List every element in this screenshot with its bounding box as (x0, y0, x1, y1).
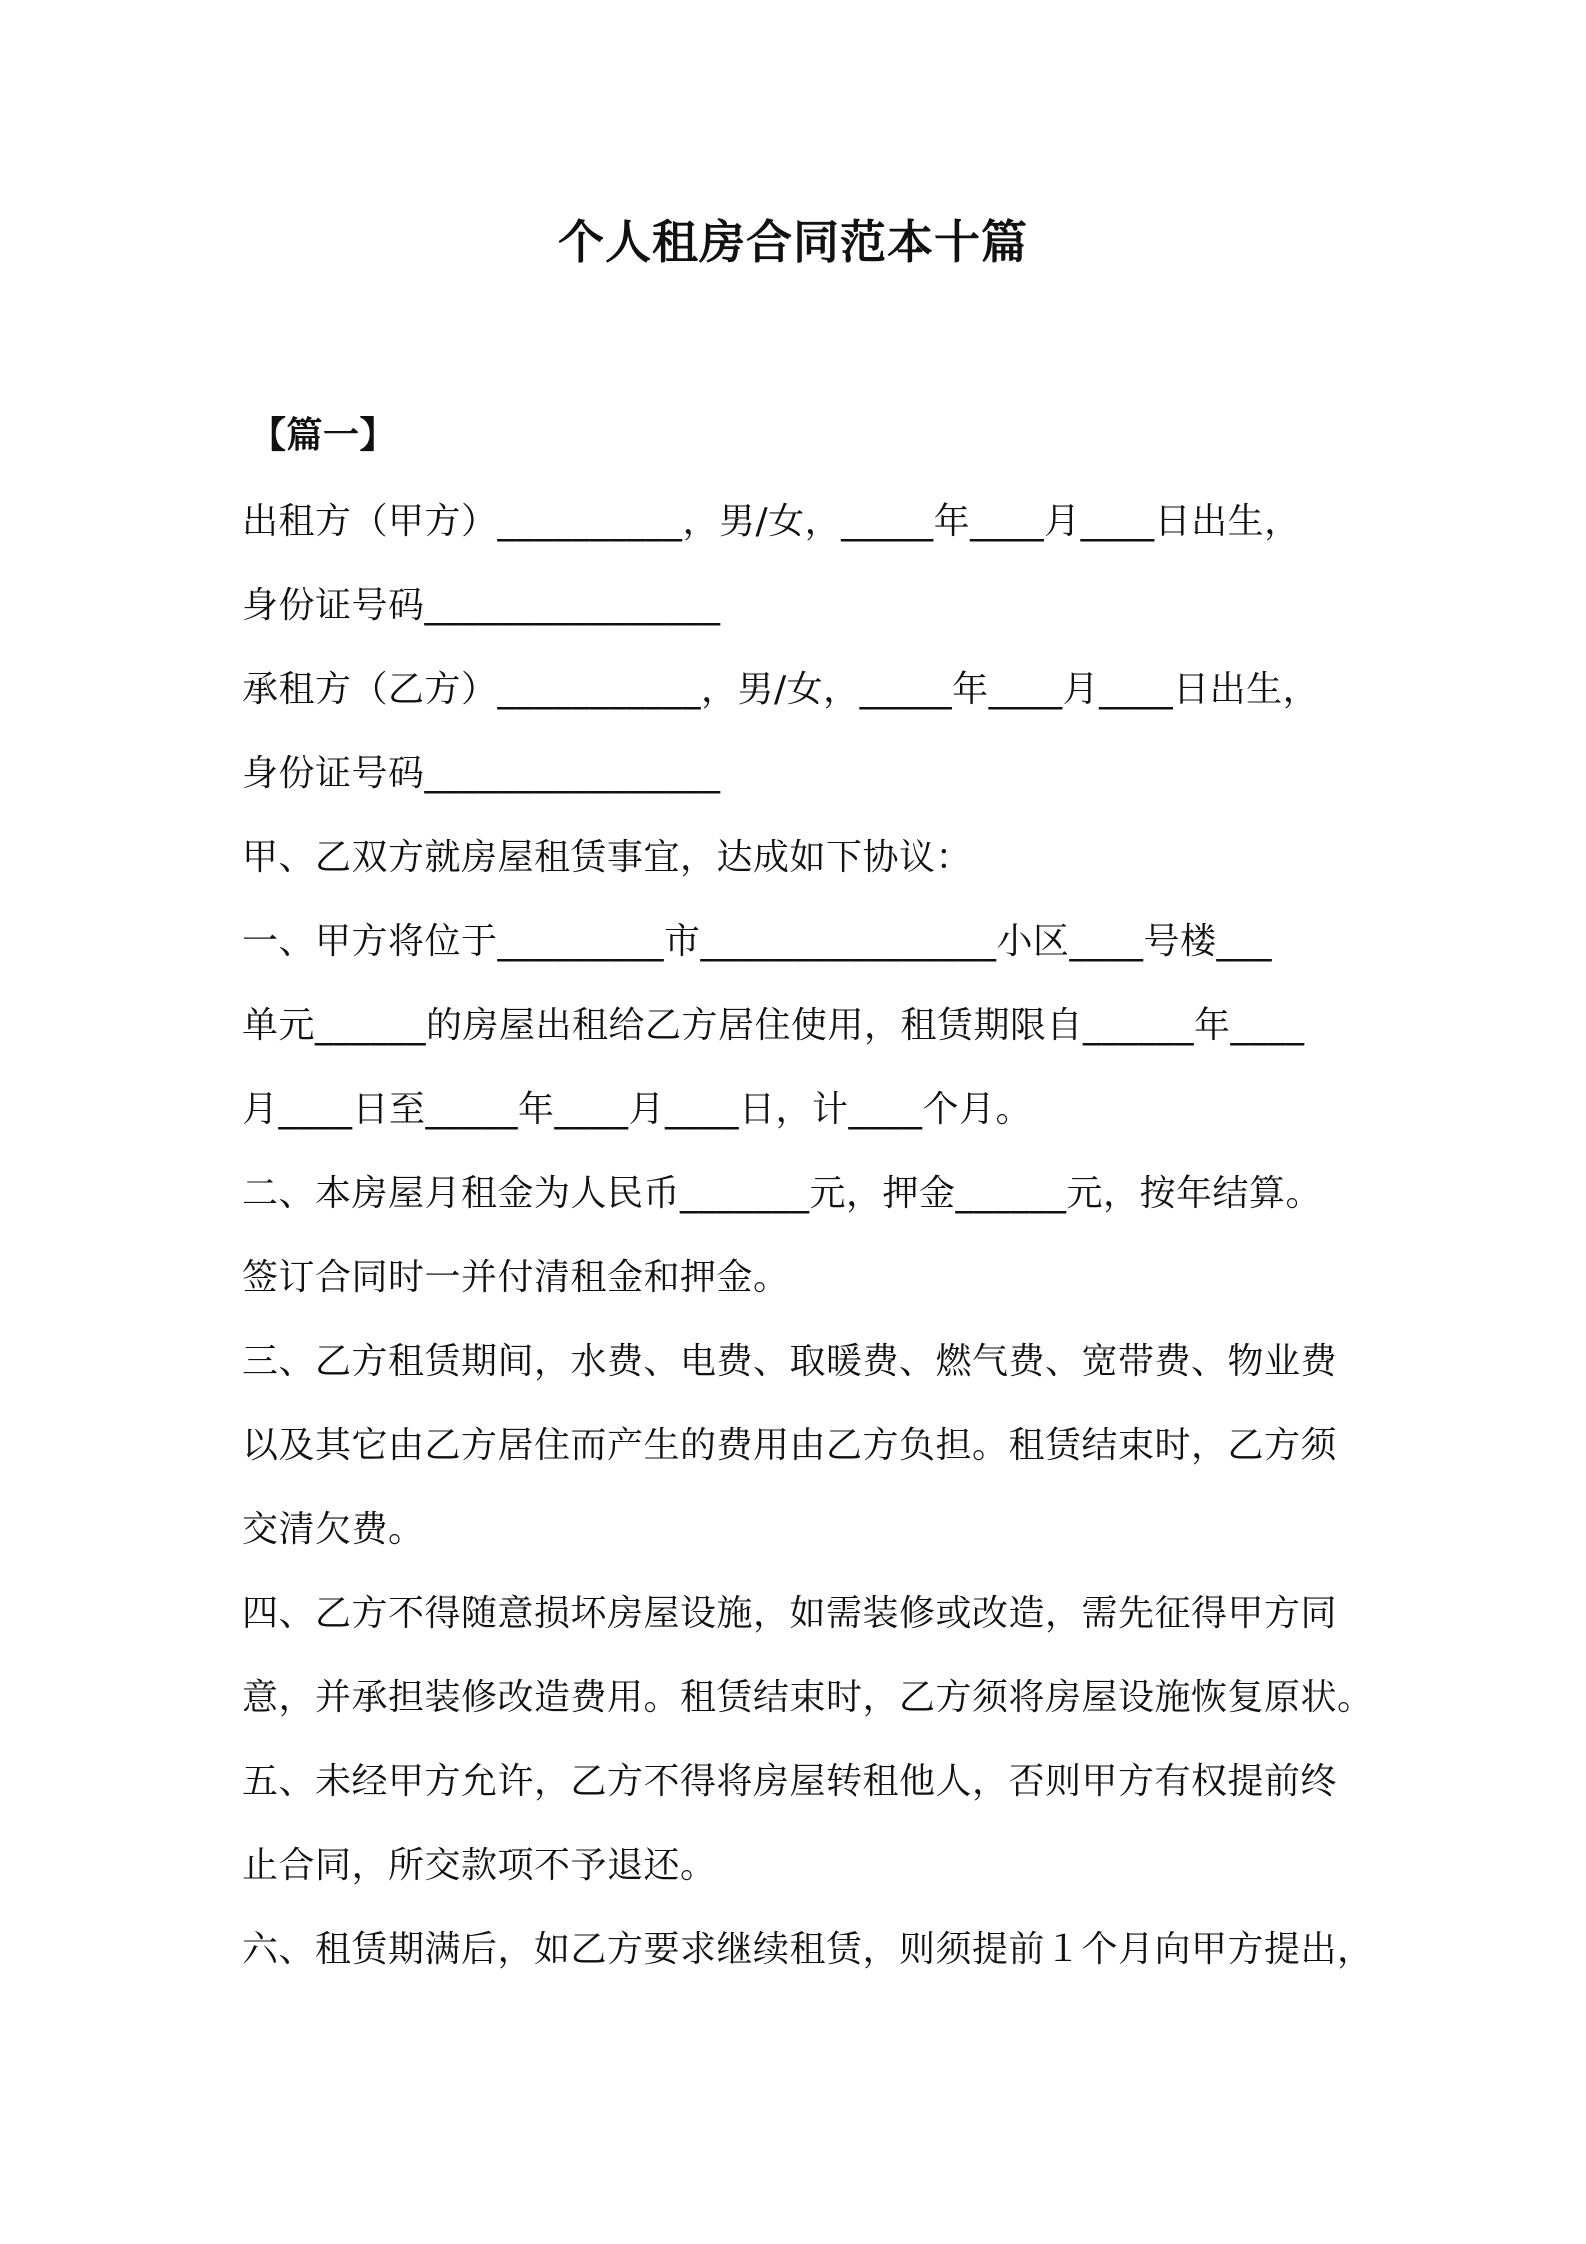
contract-line-5: 甲、乙双方就房屋租赁事宜，达成如下协议： (242, 837, 973, 878)
contract-line-17: 止合同，所交款项不予退还。 (242, 1845, 717, 1886)
contract-line-10: 签订合同时一并付清租金和押金。 (242, 1257, 790, 1298)
contract-line-4: 身份证号码________________ (242, 753, 721, 794)
contract-line-1: 出租方（甲方）__________，男/女，_____年____月____日出生， (242, 501, 1301, 542)
contract-line-16: 五、未经甲方允许，乙方不得将房屋转租他人，否则甲方有权提前终 (242, 1761, 1338, 1802)
section-heading: 【篇一】 (250, 415, 397, 456)
contract-line-2: 身份证号码________________ (242, 585, 721, 626)
contract-line-15: 意，并承担装修改造费用。租赁结束时，乙方须将房屋设施恢复原状。 (242, 1677, 1374, 1718)
contract-line-8: 月____日至_____年____月____日，计____个月。 (242, 1089, 1033, 1130)
contract-line-12: 以及其它由乙方居住而产生的费用由乙方负担。租赁结束时，乙方须 (242, 1425, 1338, 1466)
contract-line-9: 二、本房屋月租金为人民币_______元，押金______元，按年结算。 (242, 1173, 1323, 1214)
contract-line-3: 承租方（乙方）___________，男/女，_____年____月____日出生， (242, 669, 1320, 710)
contract-line-7: 单元______的房屋出租给乙方居住使用，租赁期限自______年____ (242, 1005, 1305, 1046)
contract-line-13: 交清欠费。 (242, 1509, 425, 1550)
contract-line-6: 一、甲方将位于_________市________________小区____号楼___ (242, 921, 1273, 962)
document-title: 个人租房合同范本十篇 (558, 215, 1028, 269)
contract-line-18: 六、租赁期满后，如乙方要求继续租赁，则须提前１个月向甲方提出， (242, 1929, 1374, 1970)
contract-line-11: 三、乙方租赁期间，水费、电费、取暖费、燃气费、宽带费、物业费 (242, 1341, 1338, 1382)
contract-line-14: 四、乙方不得随意损坏房屋设施，如需装修或改造，需先征得甲方同 (242, 1593, 1338, 1634)
